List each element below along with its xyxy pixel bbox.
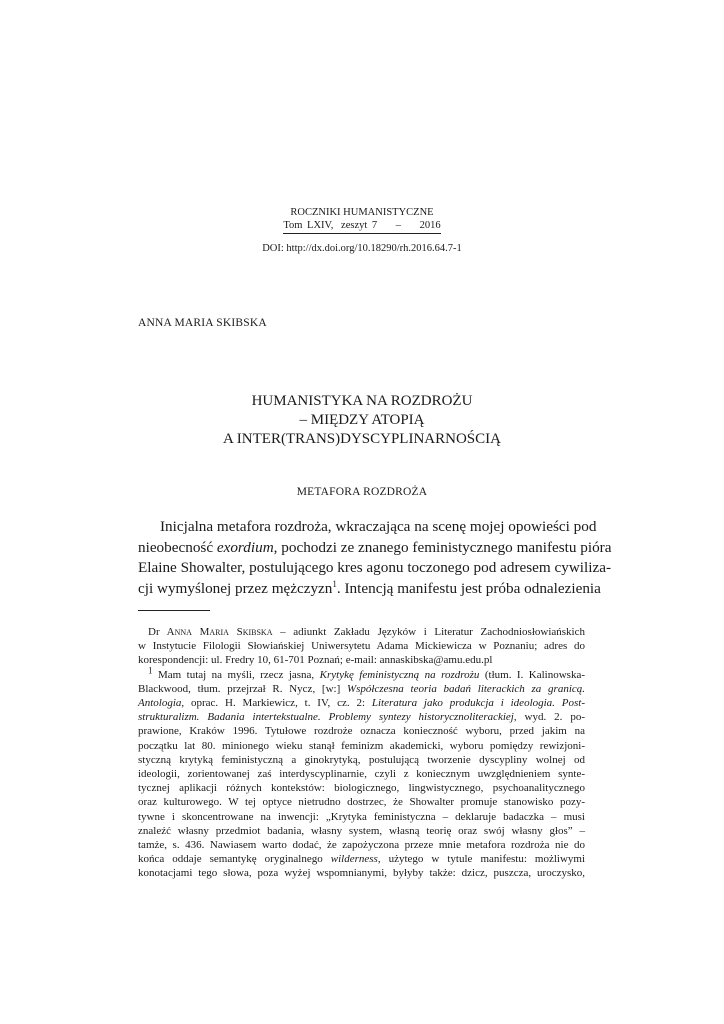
title-line: HUMANISTYKA NA ROZDROŻU <box>251 393 473 409</box>
issue: zeszyt 7 <box>341 220 378 231</box>
footnote-line: strukturalizm. Badania intertekstualne. Problemy syntezy historycznoliterackiej, wyd. 2. po- <box>138 711 585 724</box>
footnote-line: prawione, Kraków 1996. Tytułowe rozdroże oznacza konieczność wyboru, przed jakim na <box>138 725 585 738</box>
footnote-line: korespondencji: ul. Fredry 10, 61-701 Poznań; e-mail: annaskibska@amu.edu.pl <box>138 654 493 667</box>
footnote-separator <box>138 610 210 611</box>
footnote-line: końca oddaje semantykę oryginalnego wilderness, użytego w tytule manifestu: możliwymi <box>138 853 586 866</box>
volume-line <box>283 219 440 234</box>
journal-header <box>0 206 724 255</box>
footnote-line: początku lat 80. minionego wieku stanął feminizm akademicki, wyboru pomiędzy rewizjoni- <box>138 739 585 752</box>
footnote-line: tamże, s. 436. Nawiasem warto dodać, że zapożyczona przeze mnie metafora rozdroża nie do <box>138 839 585 852</box>
footnote-line: ideologii, zorientowanej zaś interdyscyplinarnie, czyli z koniecznym uwzględnieniem synte- <box>138 768 585 781</box>
title-line: A INTER(TRANS)DYSCYPLINARNOŚCIĄ <box>223 431 501 447</box>
footnote-line: styczną krytyką feministyczną a ginokrytyką, postulującą tworzenie dyscypliny wolnej od <box>138 753 585 766</box>
footnote-line: Antologia, oprac. H. Markiewicz, t. IV, cz. 2: Literatura jako produkcja i ideologia. Post- <box>138 697 585 710</box>
footnote-ref[interactable]: 1 <box>332 578 337 589</box>
volume: Tom LXIV, <box>283 220 334 231</box>
footnote-line: Dr Anna Maria Skibska – adiunkt Zakładu Języków i Literatur Zachodniosłowiańskich <box>148 626 585 638</box>
footnote-line: oraz kulturowego. W tej optyce nietrudno dostrzec, że Showalter promuje stanowisko pozy- <box>138 796 585 809</box>
body-line: nieobecność exordium, pochodzi ze znanego feministycznego manifestu pióra <box>138 538 612 556</box>
footnote-line: w Instytucie Filologii Słowiańskiej Uniwersytetu Adama Mickiewicza w Poznaniu; adres do <box>138 640 585 653</box>
author-name: ANNA MARIA SKIBSKA <box>138 317 267 329</box>
title-line: – MIĘDZY ATOPIĄ <box>299 412 425 428</box>
footnote-line: Blackwood, tłum. przejrzał R. Nycz, [w:] Współczesna teoria badań literackich za granicą. <box>138 682 586 695</box>
year: 2016 <box>419 220 441 231</box>
footnotes <box>138 625 585 881</box>
body-line: Inicjalna metafora rozdroża, wkraczająca na scenę mojej opowieści pod <box>160 518 597 535</box>
journal-name: ROCZNIKI HUMANISTYCZNE <box>290 207 434 218</box>
footnote-line: znaleźć własny przedmiot badania, własny system, własną teorię oraz swój własny głos” – <box>138 824 585 837</box>
footnote-line: $^1$ Mam tutaj na myśli, rzecz jasna, Krytykę feministyczną na rozdrożu (tłum. I. Kalinowska- <box>148 664 586 681</box>
section-heading: METAFORA ROZDROŻA <box>296 486 428 498</box>
footnote-number: 1 <box>148 664 153 675</box>
body-line: Elaine Showalter, postulującego kres agonu toczonego pod adresem cywiliza- <box>138 559 611 576</box>
footnote-line: tycznej aplikacji różnych kontekstów: biologicznego, lingwistycznego, psychoanalitycznego <box>138 782 585 795</box>
issue-dash: – <box>395 220 402 231</box>
doi: DOI: http://dx.doi.org/10.18290/rh.2016.64.7-1 <box>262 243 462 254</box>
body-paragraph <box>138 517 612 599</box>
article-title <box>0 392 724 449</box>
body-line: cji wymyślonej przez mężczyzn$^1$. Intencją manifestu jest próba odnalezienia <box>138 578 601 597</box>
footnote-line: konotacjami tego słowa, poza wyżej wspomnianymi, byłyby także: dzicz, puszcza, uroczysko, <box>138 867 585 880</box>
footnote-line: tywne i skoncentrowane na inwencji: „Krytyka feministyczna – deklaruje badaczka – musi <box>138 810 585 823</box>
